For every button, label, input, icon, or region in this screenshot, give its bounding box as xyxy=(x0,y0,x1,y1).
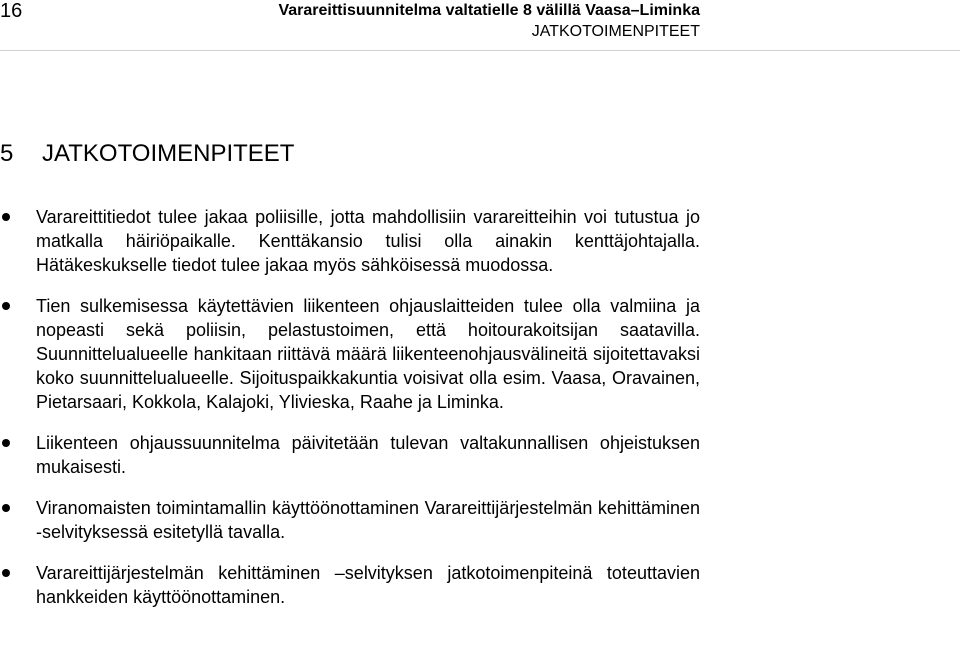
list-item xyxy=(0,561,700,609)
running-header-subtitle: JATKOTOIMENPITEET xyxy=(531,23,700,40)
section-title: JATKOTOIMENPITEET xyxy=(42,140,295,167)
list-item xyxy=(0,431,700,479)
bullet-icon xyxy=(2,504,10,512)
list-item xyxy=(0,205,700,277)
running-header-title: Varareittisuunnitelma valtatielle 8 välillä Vaasa–Liminka xyxy=(278,2,700,19)
section-number: 5 xyxy=(0,140,14,167)
list-item-text: Varareittitiedot tulee jakaa poliisille, jotta mahdollisiin varareitteihin voi tutustua jo matkalla häiriöpaikalle. Kenttäkansio tulisi olla ainakin kenttäjohtajalla. Hätäkeskukselle tiedot tulee jakaa myös sähköisessä muodossa. xyxy=(36,207,700,275)
bullet-icon xyxy=(2,213,10,221)
list-item-text: Viranomaisten toimintamallin käyttöönottaminen Varareittijärjestelmän kehittäminen -selvityksessä esitetyllä tavalla. xyxy=(36,498,700,542)
list-item-text: Liikenteen ohjaussuunnitelma päivitetään tulevan valtakunnallisen ohjeistuksen mukaisesti. xyxy=(36,433,700,477)
section-heading xyxy=(0,140,294,168)
bullet-icon xyxy=(2,439,10,447)
list-item-text: Varareittijärjestelmän kehittäminen –selvityksen jatkotoimenpiteinä toteuttavien hankkeiden käyttöönottaminen. xyxy=(36,563,700,607)
bullet-icon xyxy=(2,569,10,577)
header-divider xyxy=(0,50,960,51)
bullet-icon xyxy=(2,302,10,310)
bullet-list xyxy=(0,205,960,626)
list-item xyxy=(0,294,700,414)
list-item xyxy=(0,496,700,544)
page-number: 16 xyxy=(0,0,23,22)
list-item-text: Tien sulkemisessa käytettävien liikenteen ohjauslaitteiden tulee olla valmiina ja nopeasti sekä poliisin, pelastustoimen, että hoitourakoitsijan saatavilla. Suunnittelualueelle hankitaan riittävä määrä liikenteenohjausvälineitä sijoitettavaksi koko suunnittelualueelle. Sijoituspaikkakuntia voisivat olla esim. Vaasa, Oravainen, Pietarsaari, Kokkola, Kalajoki, Ylivieska, Raahe ja Liminka. xyxy=(36,296,700,412)
